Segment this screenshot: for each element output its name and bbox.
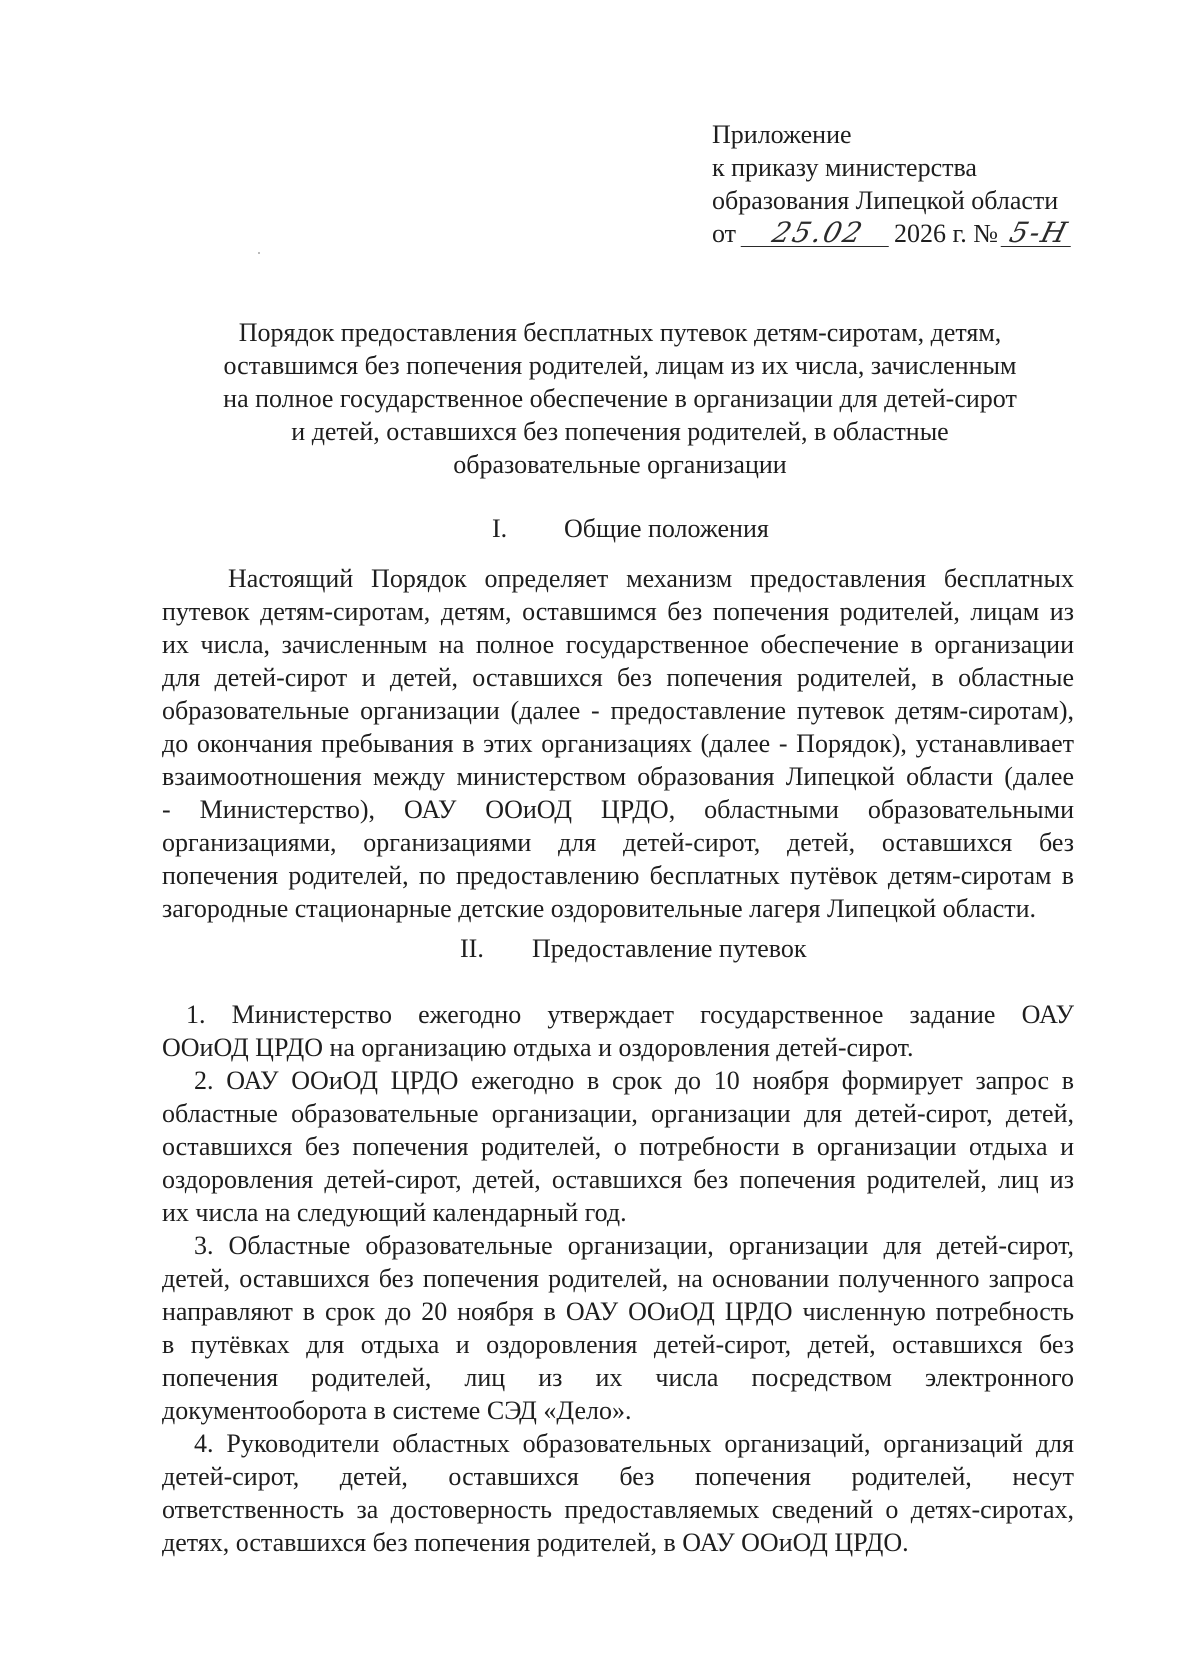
list-item-line: документооборота в системе СЭД «Дело». xyxy=(162,1396,632,1425)
handwritten-order-number: 5-Н xyxy=(1001,220,1078,247)
list-item-4 xyxy=(162,1427,1074,1559)
paragraph-line: их числа, зачисленным на полное государственное обеспечение в организации xyxy=(162,630,1074,659)
list-item-line: детей, оставшихся без попечения родителей, на основании полученного запроса xyxy=(162,1264,1074,1293)
list-item-line: в путёвках для отдыха и оздоровления детей-сирот, детей, оставшихся без xyxy=(162,1330,1074,1359)
handwritten-date: 25.02 xyxy=(741,220,896,247)
appendix-line-3: образования Липецкой области xyxy=(712,186,1059,215)
paragraph-line: загородные стационарные детские оздоровительные лагеря Липецкой области. xyxy=(162,894,1037,923)
paragraph-line: взаимоотношения между министерством образования Липецкой области (далее xyxy=(162,762,1074,791)
section-1-heading xyxy=(492,512,769,545)
title-line: Порядок предоставления бесплатных путевок детям-сиротам, детям, xyxy=(238,318,1002,347)
list-item-line: детей-сирот, детей, оставшихся без попечения родителей, несут xyxy=(162,1462,1074,1491)
section-1-title: Общие положения xyxy=(564,514,769,543)
list-item-line: областные образовательные организации, организации для детей-сирот, детей, xyxy=(162,1099,1074,1128)
paragraph-line: образовательные организации (далее - предоставление путевок детям-сиротам), xyxy=(162,696,1074,725)
year-number-label: 2026 г. № xyxy=(894,219,999,248)
document-title xyxy=(190,316,1050,481)
list-item-line: оставшихся без попечения родителей, о потребности в организации отдыха и xyxy=(162,1132,1074,1161)
appendix-block xyxy=(712,118,1074,250)
paragraph-line: путевок детям-сиротам, детям, оставшимся без попечения родителей, лицам из xyxy=(162,597,1074,626)
section-2-heading xyxy=(460,932,806,965)
appendix-line-2: к приказу министерства xyxy=(712,153,977,182)
list-item-line: 3. Областные образовательные организации, организации для детей-сирот, xyxy=(194,1231,1074,1260)
title-line: оставшимся без попечения родителей, лицам из их числа, зачисленным xyxy=(223,351,1017,380)
list-item-line: детях, оставшихся без попечения родителей, в ОАУ ООиОД ЦРДО. xyxy=(162,1528,909,1557)
section-2-number: II. xyxy=(460,934,484,963)
paragraph-line: попечения родителей, по предоставлению бесплатных путёвок детям-сиротам в xyxy=(162,861,1074,890)
title-line: и детей, оставшихся без попечения родителей, в областные xyxy=(291,417,949,446)
list-item-line: ООиОД ЦРДО на организацию отдыха и оздоровления детей-сирот. xyxy=(162,1033,914,1062)
list-item-line: ответственность за достоверность предоставляемых сведений о детях-сиротах, xyxy=(162,1495,1074,1524)
section-2-title: Предоставление путевок xyxy=(532,934,807,963)
paragraph-line: организациями, организациями для детей-сирот, детей, оставшихся без xyxy=(162,828,1074,857)
list-item-3 xyxy=(162,1229,1074,1427)
list-item-2 xyxy=(162,1064,1074,1229)
title-line: на полное государственное обеспечение в организации для детей-сирот xyxy=(223,384,1017,413)
title-line: образовательные организации xyxy=(453,450,787,479)
paragraph-line: до окончания пребывания в этих организациях (далее - Порядок), устанавливает xyxy=(162,729,1074,758)
from-label: от xyxy=(712,219,737,248)
section-1-number: I. xyxy=(492,514,508,543)
list-item-line: 2. ОАУ ООиОД ЦРДО ежегодно в срок до 10 ноября формирует запрос в xyxy=(194,1066,1074,1095)
list-item-line: 4. Руководители областных образовательных организаций, организаций для xyxy=(194,1429,1074,1458)
scan-speck xyxy=(258,252,260,254)
list-item-line: попечения родителей, лиц из их числа посредством электронного xyxy=(162,1363,1074,1392)
appendix-order-line xyxy=(712,217,1074,250)
paragraph-line: - Министерство), ОАУ ООиОД ЦРДО, областными образовательными xyxy=(162,795,1074,824)
list-item-line: 1. Министерство ежегодно утверждает государственное задание ОАУ xyxy=(186,1000,1074,1029)
section-1-paragraph xyxy=(162,562,1074,925)
list-item-1 xyxy=(162,998,1074,1064)
appendix-line-1: Приложение xyxy=(712,120,852,149)
list-item-line: их числа на следующий календарный год. xyxy=(162,1198,627,1227)
section-2-list xyxy=(162,998,1074,1559)
list-item-line: оздоровления детей-сирот, детей, оставшихся без попечения родителей, лиц из xyxy=(162,1165,1074,1194)
paragraph-line: для детей-сирот и детей, оставшихся без попечения родителей, в областные xyxy=(162,663,1074,692)
list-item-line: направляют в срок до 20 ноября в ОАУ ООиОД ЦРДО численную потребность xyxy=(162,1297,1074,1326)
paragraph-line: Настоящий Порядок определяет механизм предоставления бесплатных xyxy=(228,564,1074,593)
